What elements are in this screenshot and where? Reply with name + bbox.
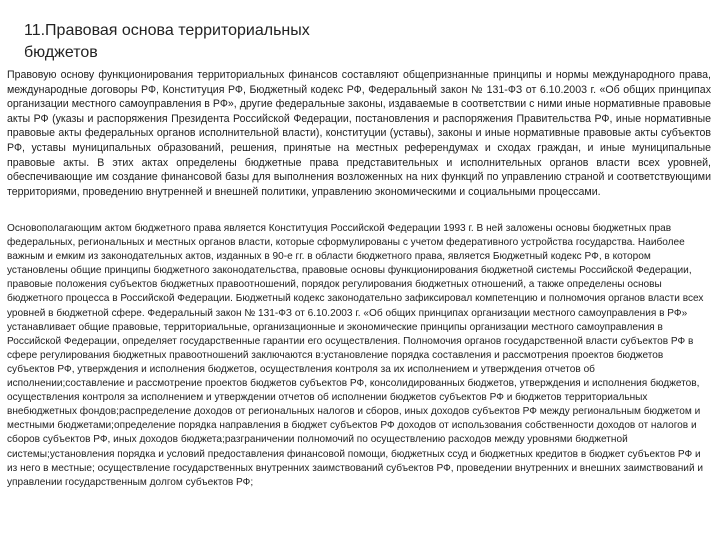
slide-title [24, 20, 424, 64]
body-paragraph-2: Основополагающим актом бюджетного права является Конституция Российской Федерации 1993 г. В ней заложены основы бюджетных прав федеральных, региональных и местных органов власти, которые сформулированы с учетом федеративного устройства государства. Наиболее важным и емким из законодательных актов, изданных в 90-е гг. в области бюджетного права, является Бюджетный кодекс РФ, в котором установлены общие принципы бюджетного законодательства, правовые основы функционирования бюджетной системы Российской Федерации, правовые положения субъектов бюджетных правоотношений, порядок регулирования бюджетных отношений, а также определены основы бюджетного процесса в Российской Федерации. Бюджетный кодекс законодательно зафиксировал компетенцию и полномочия органов власти всех уровней в бюджетной сфере. Федеральный закон № 131-ФЗ от 6.10.2003 г. «Об общих принципах организации местного самоуправления в РФ» устанавливает общие правовые, территориальные, организационные и экономические принципы организации местного самоуправления в Российской Федерации, определяет государственные гарантии его осуществления. Полномочия органов государственной власти субъектов РФ в сфере регулирования бюджетных правоотношений заключаются в:установление порядка составления и рассмотрения проектов бюджетов субъектов РФ, утверждения и исполнения бюджетов, осуществления контроля за их исполнением и утверждения отчетов об исполнении;составление и рассмотрение проектов бюджетов субъектов РФ, консолидированных бюджетов, утверждения и исполнения бюджетов, осуществления контроля за исполнением и утверждении отчетов об исполнении бюджетов субъектов РФ и бюджетов территориальных внебюджетных фондов;распределение доходов от региональных налогов и сборов, иных доходов субъектов РФ между региональным бюджетом и местными бюджетами;определение порядка направления в бюджет субъектов РФ доходов от использования собственности доходов от налогов и сборов субъектов РФ, иных доходов бюджета;разграничении полномочий по осуществлению расходов между уровнями бюджетной системы;установления порядка и условий предоставления финансовой помощи, бюджетных ссуд и бюджетных кредитов в бюджет субъектов РФ и из него в местные; осуществление государственных внутренних заимствований субъектов РФ, проведении внутренних и внешних заимствований и управлении государственным долгом субъектов РФ; [7, 223, 704, 488]
body-paragraph-1: Правовую основу функционирования территориальных финансов составляют общепризнанные принципы и нормы международного права, международные договоры РФ, Конституция РФ, Бюджетный кодекс РФ, Федеральный закон № 131-ФЗ от 6.10.2003 г. «Об общих принципах организации местного самоуправления в РФ», другие федеральные законы, издаваемые в соответствии с ними иные нормативные правовые акты РФ (указы и распоряжения Президента Российской Федерации, постановления и распоряжения Правительства РФ, иные нормативные правовые акты федеральных органов исполнительной власти), конституции (уставы), законы и иные нормативные правовые акты субъектов РФ, уставы муниципальных образований, решения, принятые на местных референдумах и сходах граждан, и иные муниципальные правовые акты. В этих актах определены бюджетные права представительных и исполнительных органов власти всех уровней, обеспечивающие им создание финансовой базы для выполнения возложенных на них функций по управлению страной и соответствующими территориями, проведению внутренней и внешней политики, управлению экономическими и социальными процессами. [7, 69, 711, 198]
slide-title-line-1: 11.Правовая основа территориальных [24, 22, 310, 39]
slide-title-line-2: бюджетов [24, 44, 98, 61]
